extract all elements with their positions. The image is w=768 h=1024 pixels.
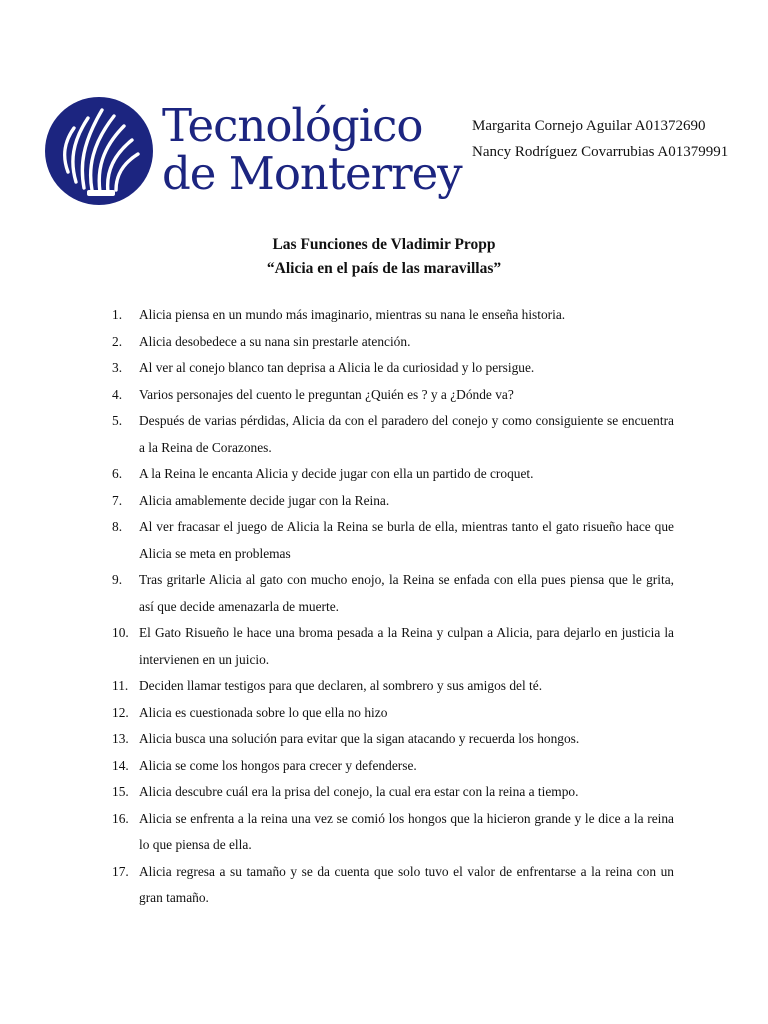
- list-item: [112, 461, 674, 488]
- list-item-text: Tras gritarle Alicia al gato con mucho enojo, la Reina se enfada con ella pues piensa que le grita, así que decide amenazarla de muerte.: [139, 572, 674, 614]
- list-item-number: 15.: [112, 784, 129, 799]
- institution-name: [162, 99, 462, 200]
- list-item-number: 11.: [112, 678, 129, 693]
- list-item-text: Al ver fracasar el juego de Alicia la Reina se burla de ella, mientras tanto el gato risueño hace que Alicia se meta en problemas: [139, 519, 674, 561]
- list-item: [112, 408, 674, 461]
- institution-name-line2: de Monterrey: [162, 147, 462, 200]
- list-item-text: Alicia amablemente decide jugar con la Reina.: [139, 492, 390, 508]
- list-item-text: Alicia desobedece a su nana sin prestarle atención.: [139, 333, 411, 349]
- list-item-text: Alicia se enfrenta a la reina una vez se comió los hongos que la hicieron grande y le dice a la reina lo que piensa de ella.: [139, 810, 674, 852]
- list-item: [112, 779, 674, 806]
- list-item: [112, 567, 674, 620]
- institution-name-line1: Tecnológico: [162, 99, 423, 152]
- list-item-number: 13.: [112, 731, 129, 746]
- list-item: [112, 302, 674, 329]
- list-item: [112, 620, 674, 673]
- list-item-text: Alicia busca una solución para evitar que la sigan atacando y recuerda los hongos.: [139, 731, 580, 746]
- list-item-number: 12.: [112, 704, 129, 720]
- list-item-number: 16.: [112, 810, 129, 826]
- list-item-number: 14.: [112, 757, 129, 773]
- list-item-number: 8.: [112, 519, 123, 534]
- list-item-number: 1.: [112, 307, 123, 322]
- list-item: [112, 753, 674, 780]
- document-title: Las Funciones de Vladimir Propp: [272, 236, 496, 253]
- list-item-text: Alicia regresa a su tamaño y se da cuenta que solo tuvo el valor de enfrentarse a la reina con un gran tamaño.: [139, 863, 674, 905]
- student-name: Margarita Cornejo Aguilar A01372690: [472, 118, 706, 134]
- list-item: [112, 806, 674, 859]
- list-item: [112, 726, 674, 753]
- list-item-number: 2.: [112, 333, 123, 349]
- list-item-number: 3.: [112, 360, 123, 375]
- list-item: [112, 329, 674, 356]
- list-item: [112, 700, 674, 727]
- list-item-number: 6.: [112, 466, 123, 481]
- list-item: [112, 859, 674, 912]
- list-item-text: A la Reina le encanta Alicia y decide jugar con ella un partido de croquet.: [139, 466, 534, 481]
- document-subtitle: “Alicia en el país de las maravillas”: [266, 260, 502, 277]
- list-item-text: Varios personajes del cuento le preguntan ¿Quién es ? y a ¿Dónde va?: [139, 386, 514, 402]
- torch-flame-emblem-icon: [44, 96, 154, 206]
- list-item: [112, 673, 674, 700]
- list-item-text: Al ver al conejo blanco tan deprisa a Alicia le da curiosidad y lo persigue.: [139, 360, 535, 375]
- list-item-number: 5.: [112, 413, 123, 428]
- document-heading: [0, 233, 768, 281]
- list-item-text: Alicia piensa en un mundo más imaginario, mientras su nana le enseña historia.: [139, 307, 566, 322]
- list-item: [112, 514, 674, 567]
- institution-logo: [44, 96, 464, 206]
- list-item-number: 9.: [112, 572, 123, 587]
- list-item: [112, 382, 674, 409]
- student-name: Nancy Rodríguez Covarrubias A01379991: [472, 144, 729, 160]
- list-item: [112, 355, 674, 382]
- list-item-number: 4.: [112, 386, 123, 402]
- list-item-text: El Gato Risueño le hace una broma pesada a la Reina y culpan a Alicia, para dejarlo en justicia la intervienen en un juicio.: [139, 625, 674, 667]
- list-item-text: Alicia descubre cuál era la prisa del conejo, la cual era estar con la reina a tiempo.: [139, 784, 579, 799]
- list-item-text: Alicia es cuestionada sobre lo que ella no hizo: [139, 704, 388, 720]
- list-item-number: 17.: [112, 863, 129, 879]
- list-item-text: Alicia se come los hongos para crecer y defenderse.: [139, 757, 417, 773]
- list-item-text: Después de varias pérdidas, Alicia da con el paradero del conejo y como consiguiente se encuentra a la Reina de Corazones.: [139, 413, 674, 455]
- list-item: [112, 488, 674, 515]
- list-item-text: Deciden llamar testigos para que declaren, al sombrero y sus amigos del té.: [139, 678, 543, 693]
- list-item-number: 7.: [112, 492, 123, 508]
- propp-functions-list: [112, 302, 674, 912]
- list-item-number: 10.: [112, 625, 129, 640]
- student-names: [472, 113, 728, 165]
